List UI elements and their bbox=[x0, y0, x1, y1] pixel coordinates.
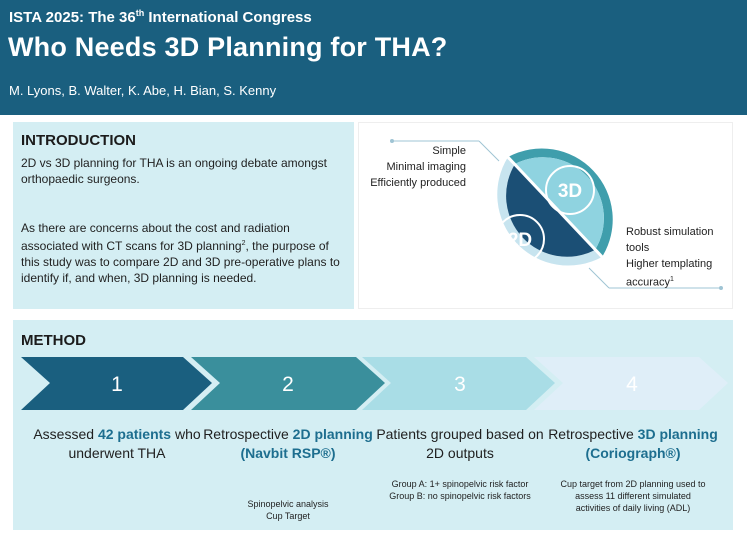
right-line-3: Higher templating bbox=[626, 258, 713, 270]
introduction-heading: INTRODUCTION bbox=[21, 132, 136, 149]
introduction-paragraph-1: 2D vs 3D planning for THA is an ongoing debate amongst orthopaedic surgeons. bbox=[21, 156, 327, 186]
step-4-text: Retrospective 3D planning (Coriograph®) bbox=[548, 426, 718, 461]
introduction-paragraph-2: As there are concerns about the cost and radiation associated with CT scans for 3D planning$^2$, the purpose of this study was to compare 2D and 3D pre-operative plans to identify if, and when, 3D planning is needed. bbox=[21, 221, 340, 285]
step-4-number: 4 bbox=[626, 373, 638, 396]
authors: M. Lyons, B. Walter, K. Abe, H. Bian, S. Kenny bbox=[9, 83, 277, 98]
label-3d: 3D bbox=[557, 181, 583, 202]
right-pointer-diagonal bbox=[589, 268, 609, 288]
step-2-subtext: Spinopelvic analysis Cup Target bbox=[247, 499, 329, 521]
header-banner bbox=[0, 0, 747, 115]
step-3-text: Patients grouped based on 2D outputs bbox=[376, 426, 544, 461]
step-2-number: 2 bbox=[282, 373, 294, 396]
introduction-panel bbox=[13, 122, 354, 309]
congress-title: ISTA 2025: The 36th International Congress bbox=[9, 8, 312, 26]
step-1-text: Assessed 42 patients who underwent THA bbox=[33, 426, 201, 461]
comparison-diagram bbox=[359, 123, 734, 310]
left-pointer-dot bbox=[390, 139, 394, 143]
method-panel bbox=[13, 320, 733, 530]
right-line-2: tools bbox=[626, 242, 650, 254]
right-pointer-dot bbox=[719, 286, 723, 290]
right-line-1: Robust simulation bbox=[626, 226, 714, 238]
planning-comparison-graphic bbox=[358, 122, 733, 309]
step-3-number: 3 bbox=[454, 373, 466, 396]
right-line-4: accuracy$^1$ bbox=[626, 276, 674, 289]
left-line-1: Simple bbox=[432, 145, 466, 157]
left-line-3: Efficiently produced bbox=[370, 177, 466, 189]
step-4-subtext: Cup target from 2D planning used to assess 11 different simulated activities of daily living (ADL) bbox=[560, 479, 706, 513]
step-3-subtext: Group A: 1+ spinopelvic risk factor Group B: no spinopelvic risk factors bbox=[389, 479, 531, 501]
left-line-2: Minimal imaging bbox=[386, 161, 466, 173]
left-pointer-diagonal bbox=[479, 141, 499, 161]
step-1-number: 1 bbox=[111, 373, 123, 396]
poster-title: Who Needs 3D Planning for THA? bbox=[8, 32, 448, 62]
method-heading: METHOD bbox=[21, 332, 86, 349]
label-2d: 2D bbox=[507, 230, 533, 251]
step-2-text: Retrospective 2D planning (Navbit RSP®) bbox=[203, 426, 373, 461]
